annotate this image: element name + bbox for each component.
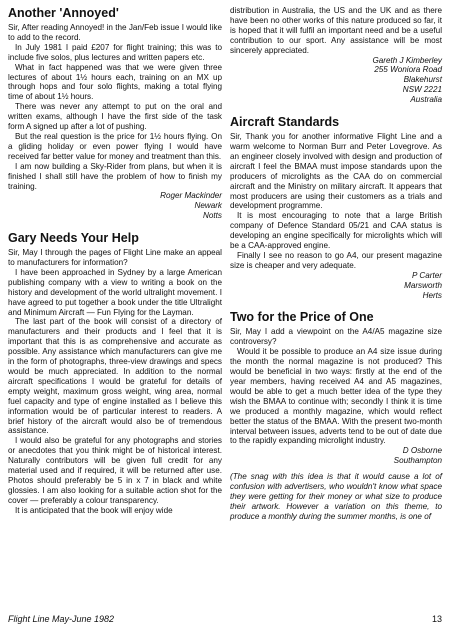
signature-street: 255 Woniora Road xyxy=(374,65,442,75)
letter-paragraph: distribution in Australia, the US and the UK and as there have been no other works of this nature produced so far, it is hoped that it will fulfil an important need and be a useful contribution to our sport. Any assistance will be most sincerely appreciated. xyxy=(230,6,442,55)
signature-suburb: Blakehurst xyxy=(403,75,442,85)
letter-paragraph: There was never any attempt to put on the oral and written exams, although I have the first side of the task form A signed up after a lot of pushing. xyxy=(8,102,222,132)
section-gap xyxy=(230,300,442,310)
signature-name: D Osborne xyxy=(402,446,442,456)
page-footer xyxy=(8,614,442,624)
letter-paragraph: Sir, May I through the pages of Flight Line make an appeal to manufacturers for information? xyxy=(8,248,222,268)
signature-state: NSW 2221 xyxy=(402,85,442,95)
signature-county: Notts xyxy=(203,211,222,221)
letter-paragraph: Would it be possible to produce an A4 size issue during the month the normal magazine is not produced? This would be beneficial in two ways: firstly at the end of the year members, having received A4 and A5 magazines, would be able to get a much better idea of the type they wish the BMAA to continue with; secondly I think it is time we produced a monthly magazine, which would reflect better the status of the BMAA. With the present two-month interval between issues, adverts tend to be out of date due to the rapidly expanding microlight industry. xyxy=(230,347,442,446)
section-gap xyxy=(230,105,442,115)
letter-paragraph: Sir, After reading Annoyed! in the Jan/Feb issue I would like to add to the record. xyxy=(8,23,222,42)
letter-signature xyxy=(230,56,442,106)
letter-paragraph: I am now building a Sky-Rider from plans, but when it is finished I shall still have the problem of how to finish my training. xyxy=(8,161,222,191)
letter-title: Two for the Price of One xyxy=(230,310,374,325)
editor-note xyxy=(230,472,442,522)
left-column xyxy=(8,6,222,516)
letter-aircraft-standards xyxy=(230,115,442,300)
letter-gary-continued xyxy=(230,6,442,105)
letter-signature xyxy=(230,271,442,301)
letter-title: Aircraft Standards xyxy=(230,115,340,130)
letter-signature xyxy=(8,191,222,221)
letter-paragraph: It is anticipated that the book will enjoy wide xyxy=(15,505,173,515)
signature-name: Gareth J Kimberley xyxy=(372,55,442,65)
letter-paragraph: But the real question is the price for 1½ hours flying. On a gliding holiday or even power flying I would have received far better value for money and treatment than this. xyxy=(8,131,222,161)
letter-paragraph: Sir, Thank you for another informative Flight Line and a warm welcome to Norman Burr and Peter Lovegrove. As an engineer closely involved with design and production of aircraft I feel the BMAA must impose standards upon the producers of microlights as the CAA do on commercial aircraft and the Ministry on military aircraft. It appears that most producers are using their customers as a trials and development programme. xyxy=(230,132,442,211)
signature-town: Marsworth xyxy=(404,280,442,290)
editor-note-text: (The snag with this idea is that it would cause a lot of confusion with advertisers, who wouldn't know what space they were getting for their money or what size to produce their artwork. However a variation on this theme, to produce a monthly during the summer months, is one of xyxy=(230,472,442,521)
page-number: 13 xyxy=(431,614,442,624)
signature-name: Roger Mackinder xyxy=(160,191,222,201)
letter-paragraph: The last part of the book will consist of a directory of manufacturers and their products and I feel that it is important that this is as comprehensive and accurate as possible. Any assistance which manufacturers can give me in the form of photographs, three-view drawings and specs would be much appreciated. In addition to the normal aircraft specifications I would be grateful for details of empty weight, maximum gross weight, wing area, normal fuel capacity and type of engine installed as I believe this information would be of particular interest to readers. A brief history of the aircraft would also be of tremendous assistance. xyxy=(8,317,222,436)
letter-paragraph: I would also be grateful for any photographs and stories or anecdotes that you think might be of historical interest. Naturally contributors will be given full credit for any material used and if required, it will be returned after use. Photos should preferably be 5 in x 7 in black and white glossies. I am also looking for a suitable action shot for the cover — preferably a colour transparency. xyxy=(8,436,222,505)
signature-town: Southampton xyxy=(393,456,442,466)
letter-paragraph: Sir, May I add a viewpoint on the A4/A5 magazine size controversy? xyxy=(230,327,442,347)
letter-title: Another 'Annoyed' xyxy=(8,6,119,20)
letter-signature xyxy=(230,446,442,466)
signature-county: Herts xyxy=(422,290,442,300)
signature-name: P Carter xyxy=(412,270,442,280)
letter-title: Gary Needs Your Help xyxy=(8,231,139,246)
letter-paragraph: What in fact happened was that we were given three lectures of about 1½ hours each, training on an MX up through hops and four solo flights, making a total flying time of about 1½ hours. xyxy=(8,62,222,102)
signature-country: Australia xyxy=(410,95,442,105)
letter-another-annoyed xyxy=(8,6,222,221)
letter-paragraph: I have been approached in Sydney by a large American publishing company with a view to writing a book on the history and development of the world ultralight movement. I have agreed to put together a book under the title Ultralight and Minimum Aircraft — Fun Flying for the Layman. xyxy=(8,267,222,317)
right-column xyxy=(230,6,442,522)
section-gap xyxy=(8,221,222,231)
publication-credit: Flight Line May-June 1982 xyxy=(8,614,115,624)
letter-paragraph: It is most encouraging to note that a large British company of Defence Standard 05/21 and CAA status is developing an engine specifically for microlights which will be a CAA-approved engine. xyxy=(230,211,442,251)
letter-paragraph: In July 1981 I paid £207 for flight training; this was to include five solos, plus lectures and written papers etc. xyxy=(8,42,222,62)
letter-paragraph: Finally I see no reason to go A4, our present magazine size is cheaper and very adequate. xyxy=(230,250,442,270)
signature-town: Newark xyxy=(194,201,222,211)
letter-two-for-the-price-of-one xyxy=(230,310,442,466)
letter-gary-needs-your-help xyxy=(8,231,222,515)
